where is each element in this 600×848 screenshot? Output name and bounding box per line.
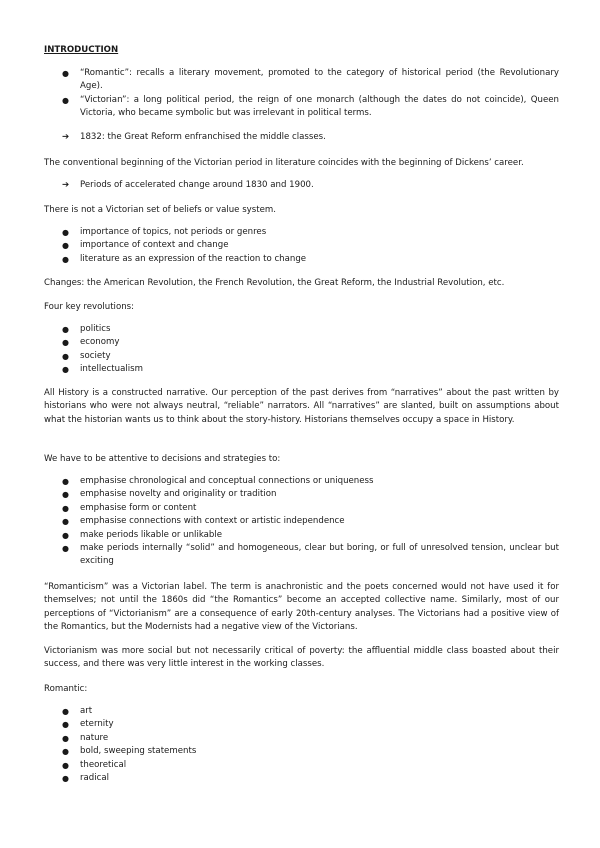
- paragraph-four-revolutions: Four key revolutions:: [44, 302, 135, 312]
- bullet-icon: ●: [62, 338, 69, 348]
- bullet-icon: ●: [62, 707, 69, 716]
- list-item: ● politics: [0, 323, 559, 336]
- arrow-right-icon: ➔: [62, 132, 70, 142]
- list-item: ● eternity: [0, 718, 559, 731]
- list-item: ● art: [0, 705, 559, 718]
- paragraph-history: All History is a constructed narrative. Our perception of the past derives from “narratives” about the past written by historians who were not always neutral, “reliable” narrators. All “narratives” are slanted, built on assumptions about what the historian wants us to think about the story-history. Historians themselves occupy a space in History.: [44, 388, 559, 425]
- list-item: ● theoretical: [0, 759, 559, 772]
- paragraph-dickens: The conventional beginning of the Victorian period in literature coincides with the beginning of Dickens’ career.: [44, 158, 524, 168]
- list-item: ● make periods internally “solid” and homogeneous, clear but boring, or full of unresolved tension, unclear but exciting: [62, 543, 559, 567]
- paragraph-social: Victorianism was more social but not necessarily critical of poverty: the affluential middle class boasted about their success, and there was very little interest in the working classes.: [44, 646, 559, 670]
- beliefs-bullet-list: [0, 226, 560, 266]
- bullet-icon: ●: [62, 365, 69, 375]
- list-item: ● radical: [0, 772, 559, 785]
- strategies-bullet-list: [0, 475, 560, 569]
- bullet-icon: ●: [62, 95, 69, 105]
- list-item: ● emphasise novelty and originality or tradition: [0, 488, 559, 501]
- list-item: ● intellectualism: [0, 363, 559, 376]
- intro-bullet-list: [0, 67, 560, 121]
- bullet-icon: ●: [62, 228, 69, 237]
- bullet-icon: ●: [62, 760, 69, 770]
- bullet-icon: ●: [62, 503, 69, 513]
- list-item: ● emphasise chronological and conceptual connections or uniqueness: [0, 475, 559, 488]
- list-item: ● emphasise connections with context or artistic independence: [0, 515, 559, 528]
- bullet-icon: ●: [62, 254, 69, 264]
- bullet-icon: ●: [62, 490, 69, 500]
- paragraph-attentive: We have to be attentive to decisions and strategies to:: [44, 454, 281, 464]
- list-item: ● bold, sweeping statements: [0, 745, 559, 758]
- list-item: ● “Victorian”: a long political period, the reign of one monarch (although the dates do not coincide), Queen Victoria, who became symbolic but was irrelevant in political terms.: [62, 94, 559, 119]
- list-item: ● “Romantic”: recalls a literary movement, promoted to the category of historical period (the Revolutionary Age).: [62, 68, 559, 92]
- paragraph-romanticism: “Romanticism” was a Victorian label. The term is anachronistic and the poets concerned would not have used it for themselves; not until the 1860s did “the Romantics” become an accepted collective name. Similarly, most of our perceptions of “Victorianism” are a consequence of early 20th-century analyses. The Victorians had a positive view of the Romantics, but the Modernists had a negative view of the Victorians.: [44, 582, 559, 633]
- bullet-icon: ●: [62, 325, 69, 334]
- romantic-bullet-list: [0, 705, 560, 785]
- bullet-icon: ●: [62, 733, 69, 743]
- list-item: ● make periods likable or unlikable: [0, 529, 559, 542]
- list-item: ● importance of topics, not periods or genres: [0, 226, 559, 239]
- list-item: ● emphasise form or content: [0, 502, 559, 515]
- revolutions-bullet-list: [0, 323, 560, 377]
- section-heading: INTRODUCTION: [44, 45, 119, 55]
- bullet-icon: ●: [62, 544, 69, 554]
- bullet-icon: ●: [62, 530, 69, 540]
- arrow-right-icon: ➔: [62, 180, 70, 190]
- bullet-icon: ●: [62, 774, 69, 784]
- bullet-icon: ●: [62, 477, 69, 486]
- list-item: ● society: [0, 350, 559, 363]
- bullet-icon: ●: [62, 241, 69, 251]
- bullet-icon: ●: [62, 351, 69, 361]
- list-item: ● nature: [0, 732, 559, 745]
- list-item: ● economy: [0, 336, 559, 349]
- list-item: ● importance of context and change: [0, 239, 559, 252]
- paragraph-romantic-label: Romantic:: [44, 684, 88, 694]
- bullet-icon: ●: [62, 517, 69, 527]
- list-item: ● literature as an expression of the reaction to change: [0, 253, 559, 266]
- paragraph-changes: Changes: the American Revolution, the French Revolution, the Great Reform, the Industrial Revolution, etc.: [44, 278, 505, 288]
- bullet-icon: ●: [62, 69, 69, 78]
- bullet-icon: ●: [62, 720, 69, 730]
- document-page: INTRODUCTION ● “Romantic”: recalls a literary movement, promoted to the category of historical period (the Revolutionary Age). ● “Victorian”: a long political period, the reign of one monarch (although the dates do not coincide), Queen Victoria, who became symbolic but was irrelevant in political terms. ➔ 1832: the Great Reform enfranchised the middle classes. The conventional beginning of the Victorian period in literature coincides with the beginning of Dickens’ career. ➔ Periods of accelerated change around 1830 and 1900. There is not a Victorian set of beliefs or value system. ● importance of topics, not periods or genres ● importance of context and change ● literature as an expression of the reaction to change Changes: the American Revolution, the French Revolution, the Great Reform, the Industrial Revolution, etc. Four key revolutions: ● politics ● economy ● society ● intellectualism All History is a constructed narrative. Our perception of the past derives from “narratives” about the past written by historians who were not always neutral, “reliable” narrators. All “narratives” are slanted, built on assumptions about what the historian wants us to think about the story-history. Historians themselves occupy a space in History. We have to be attentive to decisions and strategies to: ● emphasise chronological and conceptual connections or uniqueness ● emphasise novelty and originality or tradition ● emphasise form or content ● emphasise connections with context or artistic independence ● make periods likable or unlikable ● make periods internally “solid” and homogeneous, clear but boring, or full of unresolved tension, unclear but exciting “Romanticism” was a Victorian label. The term is anachronistic and the poets concerned would not have used it for themselves; not until the 1860s did “the Romantics” become an accepted collective name. Similarly, most of our perceptions of “Victorianism” are a consequence of early 20th-century analyses. The Victorians had a positive view of the Romantics, but the Modernists had a negative view of the Victorians. Victorianism was more social but not necessarily critical of poverty: the affluential middle class boasted about their success, and there was very little interest in the working classes. Romantic: ● art ● eternity ● nature ● bold, sweeping statements ● theoretical ● radical: [0, 0, 600, 848]
- bullet-icon: ●: [62, 747, 69, 757]
- paragraph-beliefs: There is not a Victorian set of beliefs or value system.: [44, 205, 276, 215]
